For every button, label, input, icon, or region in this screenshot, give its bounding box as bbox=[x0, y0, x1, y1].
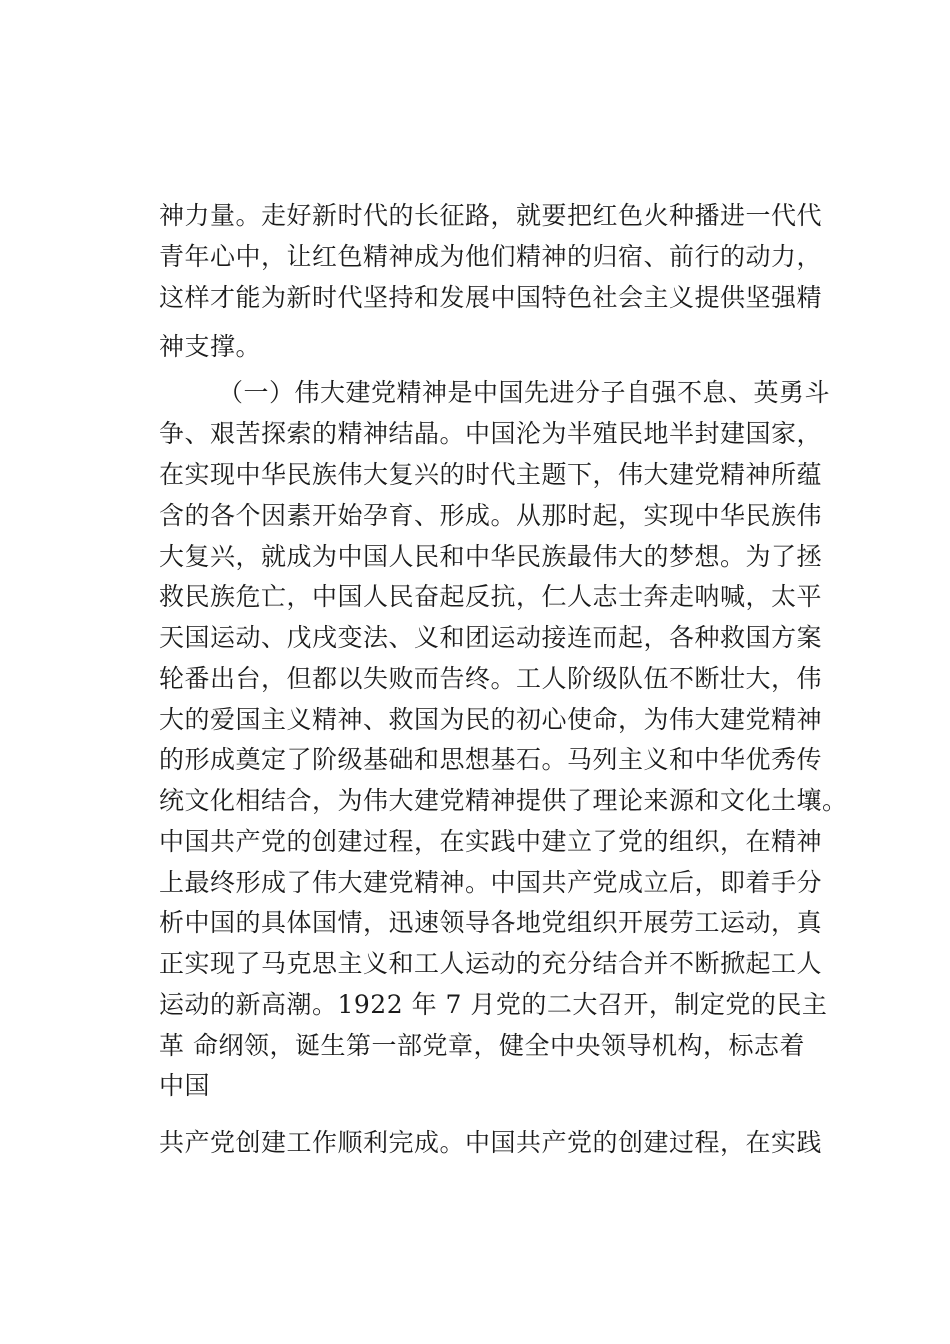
text-line: 上最终形成了伟大建党精神。中国共产党成立后，即着手分 bbox=[159, 868, 823, 897]
text-line: 天国运动、戊戌变法、义和团运动接连而起，各种救国方案 bbox=[159, 623, 823, 652]
paragraph-heading-line: （一）伟大建党精神是中国先进分子自强不息、英勇斗 bbox=[218, 378, 831, 407]
text-line: 析中国的具体国情，迅速领导各地党组织开展劳工运动，真 bbox=[159, 908, 823, 937]
text-line: 在实现中华民族伟大复兴的时代主题下，伟大建党精神所蕴 bbox=[159, 460, 823, 489]
text-line: 共产党创建工作顺利完成。中国共产党的创建过程，在实践 bbox=[159, 1128, 823, 1157]
text-line: 正实现了马克思主义和工人运动的充分结合并不断掀起工人 bbox=[159, 949, 823, 978]
text-line: 神支撑。 bbox=[159, 332, 262, 361]
text-line: 统文化相结合，为伟大建党精神提供了理论来源和文化土壤。 bbox=[159, 786, 848, 815]
text-line: 神力量。走好新时代的长征路，就要把红色火种播进一代代 bbox=[159, 201, 823, 230]
text-line: 争、艰苦探索的精神结晶。中国沦为半殖民地半封建国家， bbox=[159, 419, 823, 448]
text-line: 救民族危亡，中国人民奋起反抗，仁人志士奔走呐喊，太平 bbox=[159, 582, 823, 611]
text-line: 的形成奠定了阶级基础和思想基石。马列主义和中华优秀传 bbox=[159, 745, 823, 774]
text-line: 这样才能为新时代坚持和发展中国特色社会主义提供坚强精 bbox=[159, 283, 823, 312]
text-line: 革 命纲领，诞生第一部党章，健全中央领导机构，标志着 bbox=[159, 1031, 805, 1060]
text-line: 轮番出台，但都以失败而告终。工人阶级队伍不断壮大，伟 bbox=[159, 664, 823, 693]
text-line: 中国共产党的创建过程，在实践中建立了党的组织，在精神 bbox=[159, 827, 823, 856]
text-line: 青年心中，让红色精神成为他们精神的归宿、前行的动力， bbox=[159, 242, 823, 271]
text-line: 含的各个因素开始孕育、形成。从那时起，实现中华民族伟 bbox=[159, 501, 823, 530]
text-line: 大的爱国主义精神、救国为民的初心使命，为伟大建党精神 bbox=[159, 705, 823, 734]
text-line: 中国 bbox=[159, 1071, 211, 1100]
text-line: 运动的新高潮。1922 年 7 月党的二大召开，制定党的民主 bbox=[159, 990, 828, 1019]
text-line: 大复兴，就成为中国人民和中华民族最伟大的梦想。为了拯 bbox=[159, 542, 823, 571]
